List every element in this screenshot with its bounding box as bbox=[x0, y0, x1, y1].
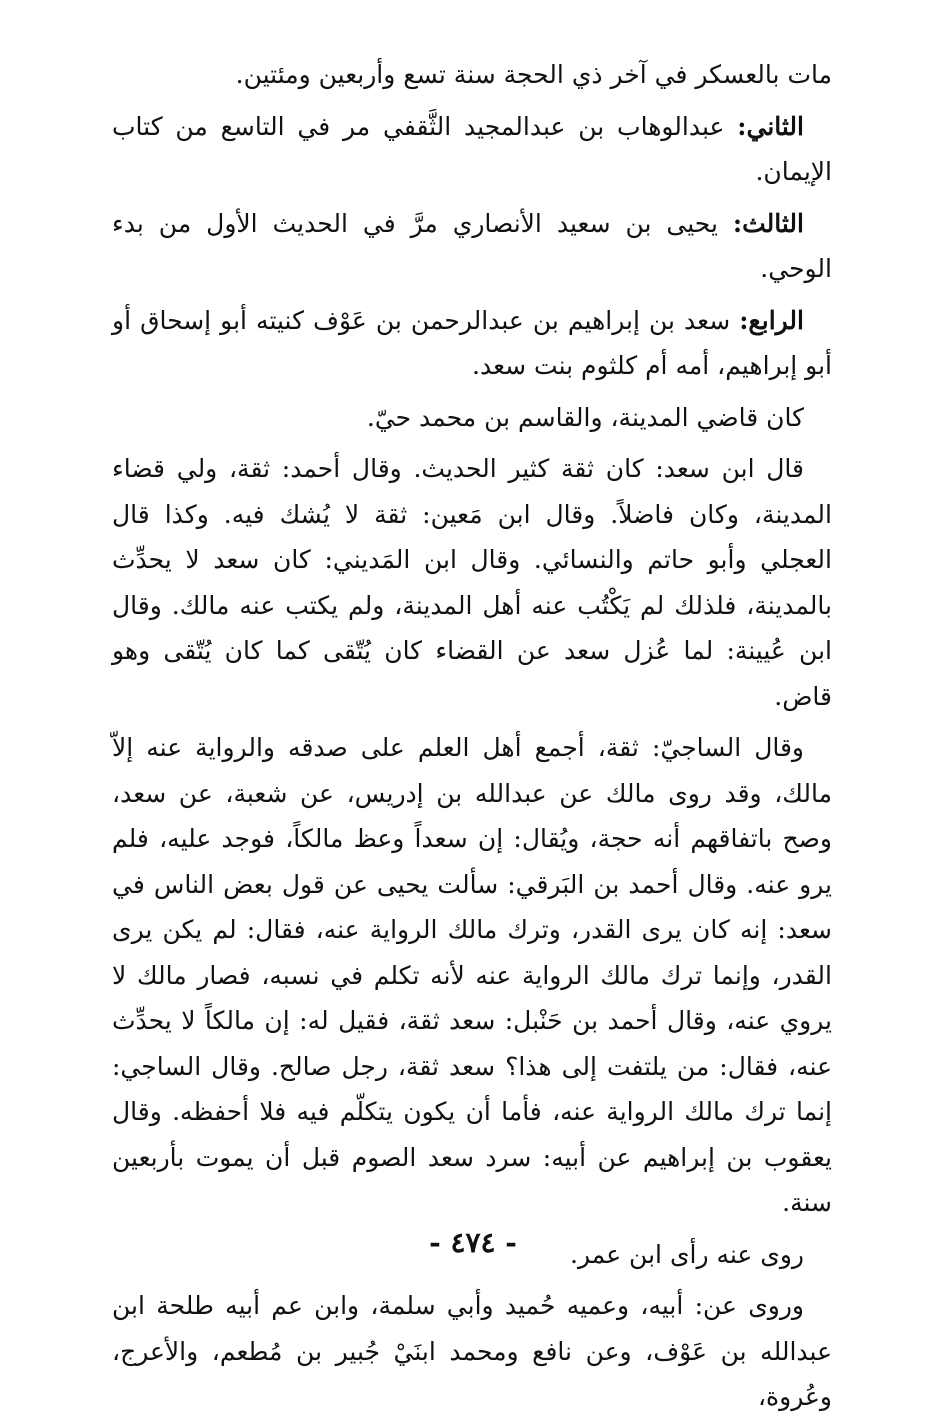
paragraph-text: يحيى بن سعيد الأنصاري مرَّ في الحديث الأول من بدء الوحي. bbox=[112, 208, 832, 283]
main-text bbox=[112, 52, 832, 1426]
paragraph-label: الرابع: bbox=[739, 305, 804, 335]
paragraph-label: الثاني: bbox=[737, 111, 804, 141]
paragraph-text: روى عنه رأى ابن عمر. bbox=[570, 1239, 804, 1269]
paragraph-text: مات بالعسكر في آخر ذي الحجة سنة تسع وأربعين ومئتين. bbox=[235, 60, 832, 89]
paragraph-text: كان قاضي المدينة، والقاسم بن محمد حيّ. bbox=[366, 402, 804, 432]
paragraph-text: وقال الساجيّ: ثقة، أجمع أهل العلم على صدقه والرواية عنه إلاّ مالك، وقد روى مالك عن عبدالله بن إدريس، عن شعبة، عن سعد، وصح باتفاقهم أنه حجة، ويُقال: إن سعداً وعظ مالكاً، فوجد عليه، فلم يرو عنه. وقال أحمد بن البَرقي: سألت يحيى عن قول بعض الناس في سعد: إنه كان يرى القدر، وترك مالك الرواية عنه، فقال: لم يكن يرى القدر، وإنما ترك مالك الرواية عنه لأنه تكلم في نسبه، فصار مالك لا يروي عنه، وقال أحمد بن حَنْبل: سعد ثقة، فقيل له: إن مالكاً لا يحدِّث عنه، فقال: من يلتفت إلى هذا؟ سعد ثقة، رجل صالح. وقال الساجي: إنما ترك مالك الرواية عنه، فأما أن يكون يتكلّم فيه فلا أحفظه. وقال يعقوب بن إبراهيم عن أبيه: سرد سعد الصوم قبل أن يموت بأربعين سنة. bbox=[112, 733, 833, 1217]
paragraph-third-narrator bbox=[112, 201, 832, 292]
paragraph-death-note bbox=[112, 52, 832, 98]
paragraph-text: عبدالوهاب بن عبدالمجيد الثَّقفي مر في التاسع من كتاب الإيمان. bbox=[112, 111, 832, 186]
page-number: - ٤٧٤ - bbox=[429, 1226, 517, 1259]
paragraph-fourth-narrator bbox=[112, 298, 832, 389]
paragraph-text: وروى عن: أبيه، وعميه حُميد وأبي سلمة، وابن عم أبيه طلحة ابن عبدالله بن عَوْف، وعن نافع ومحمد ابنَيْ جُبير بن مُطعم، والأعرج، وعُروة، bbox=[112, 1291, 832, 1411]
paragraph-narrated-from bbox=[112, 1283, 832, 1420]
paragraph-second-narrator bbox=[112, 104, 832, 195]
paragraph-text: قال ابن سعد: كان ثقة كثير الحديث. وقال أحمد: ثقة، ولي قضاء المدينة، وكان فاضلاً. وقال ابن مَعين: ثقة لا يُشك فيه. وكذا قال العجلي وأبو حاتم والنسائي. وقال ابن المَديني: كان سعد لا يحدِّث بالمدينة، فلذلك لم يَكْتُب عنه أهل المدينة، ولم يكتب عنه مالك. وقال ابن عُيينة: لما عُزل سعد عن القضاء كان يُتّقى كما كان يُتّقى وهو قاض. bbox=[112, 454, 832, 711]
paragraph-ibn-saad bbox=[112, 446, 832, 719]
paragraph-text: سعد بن إبراهيم بن عبدالرحمن بن عَوْف كنيته أبو إسحاق أو أبو إبراهيم، أمه أم كلثوم بنت سعد. bbox=[112, 305, 832, 380]
paragraph-label: الثالث: bbox=[732, 208, 804, 238]
paragraph-judge bbox=[112, 395, 832, 441]
paragraph-saji bbox=[112, 725, 832, 1226]
